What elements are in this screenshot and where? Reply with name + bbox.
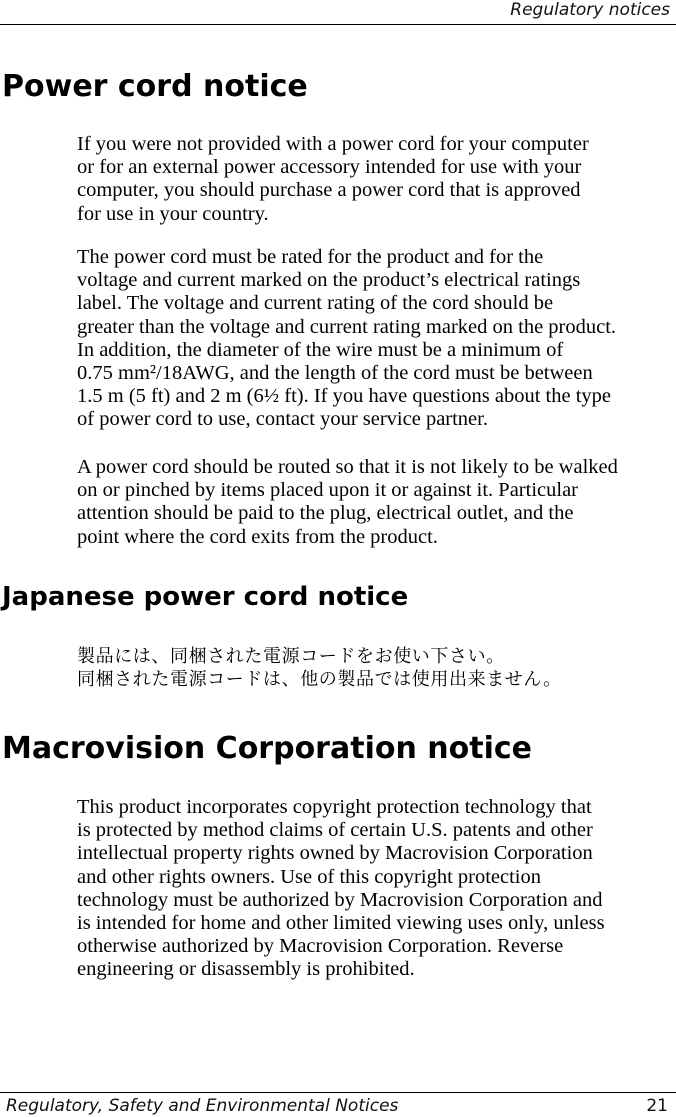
japanese-power-cord-text <box>77 645 676 691</box>
text-line: is protected by method claims of certain U.S. patents and other <box>77 819 593 842</box>
text-line: 製品には、同梱された電源コードをお使い下さい。 <box>77 646 505 667</box>
power-cord-notice-heading: Power cord notice <box>2 69 308 104</box>
text-line: If you were not provided with a power cord for your computer <box>77 133 589 155</box>
power-cord-paragraph-2 <box>77 246 675 432</box>
macrovision-notice-heading: Macrovision Corporation notice <box>2 731 532 766</box>
text-line: point where the cord exits from the product. <box>77 525 438 548</box>
text-line: 同梱された電源コードは、他の製品では使用出来ません。 <box>77 669 562 690</box>
text-line: In addition, the diameter of the wire must be a minimum of <box>77 338 564 361</box>
text-line: technology must be authorized by Macrovision Corporation and <box>77 888 603 911</box>
text-line: otherwise authorized by Macrovision Corporation. Reverse <box>77 935 564 958</box>
text-line: A power cord should be routed so that it is not likely to be walked <box>77 456 618 478</box>
running-header: Regulatory notices <box>510 0 670 20</box>
macrovision-paragraph <box>77 796 675 982</box>
text-line: engineering or disassembly is prohibited. <box>77 958 415 981</box>
text-line: intellectual property rights owned by Macrovision Corporation <box>77 842 593 865</box>
text-line: greater than the voltage and current rating marked on the product. <box>77 315 617 338</box>
header-divider <box>0 24 676 25</box>
text-line: computer, you should purchase a power cord that is approved <box>77 179 581 202</box>
text-line: is intended for home and other limited viewing uses only, unless <box>77 912 605 935</box>
text-line: 1.5 m (5 ft) and 2 m (6½ ft). If you have questions about the type <box>77 385 612 408</box>
text-line: 0.75 mm²/18AWG, and the length of the cord must be between <box>77 362 593 385</box>
text-line: or for an external power accessory intended for use with your <box>77 156 582 179</box>
text-line: of power cord to use, contact your service partner. <box>77 408 488 431</box>
text-line: and other rights owners. Use of this copyright protection <box>77 865 542 888</box>
page-number: 21 <box>646 1096 668 1116</box>
text-line: for use in your country. <box>77 202 269 225</box>
text-line: voltage and current marked on the product’s electrical ratings <box>77 269 581 292</box>
power-cord-paragraph-1 <box>77 133 675 226</box>
footer-document-title: Regulatory, Safety and Environmental Notices <box>6 1096 399 1116</box>
footer-divider <box>0 1092 676 1093</box>
text-line: This product incorporates copyright protection technology that <box>77 796 592 818</box>
text-line: The power cord must be rated for the product and for the <box>77 246 544 268</box>
power-cord-paragraph-3 <box>77 456 675 549</box>
japanese-power-cord-notice-heading: Japanese power cord notice <box>2 582 409 612</box>
text-line: attention should be paid to the plug, electrical outlet, and the <box>77 502 574 525</box>
text-line: on or pinched by items placed upon it or against it. Particular <box>77 479 578 502</box>
text-line: label. The voltage and current rating of the cord should be <box>77 292 554 315</box>
